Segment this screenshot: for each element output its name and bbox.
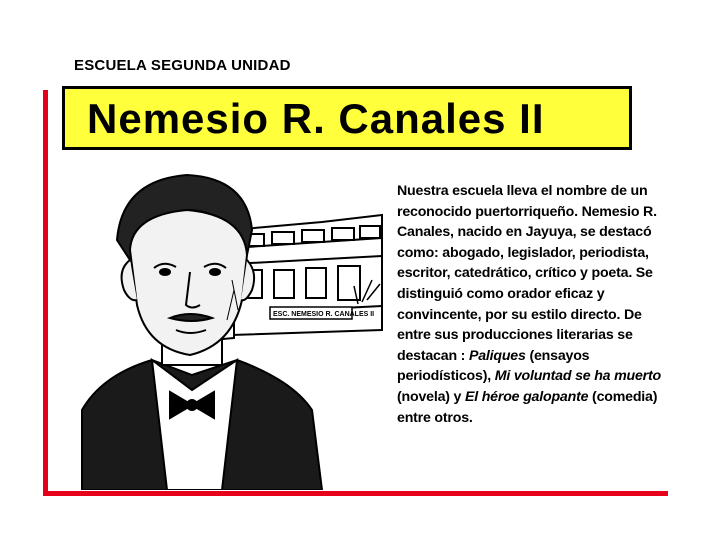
bio-intro: Nuestra escuela lleva el nombre de un reconocido puertorriqueño. Nemesio R. Canales, nacido en Jayuya, se destacó como: abogado, legislador, periodista, escritor, catedrático, crítico y poeta. Se distinguió como orador eficaz y convincente, por su estilo directo. De entre sus producciones literarias se destacan : — [397, 183, 657, 364]
work-desc-2: (novela) y — [397, 388, 465, 405]
work-title-heroe-galopante: El héroe galopante — [464, 388, 589, 405]
portrait-illustration — [62, 160, 392, 490]
work-title-paliques: Paliques — [468, 347, 526, 364]
school-label: ESCUELA SEGUNDA UNIDAD — [74, 57, 291, 74]
work-desc-1: (ensayos periodísticos), — [397, 347, 590, 385]
red-horizontal-rule — [43, 491, 668, 496]
work-title-mi-voluntad: Mi voluntad se ha muerto — [494, 368, 661, 385]
biography-text — [397, 181, 677, 428]
building-sign-text: ESC. NEMESIO R. CANALES II — [273, 311, 375, 318]
red-vertical-rule — [43, 90, 48, 496]
title-banner — [62, 86, 632, 150]
work-desc-3: (comedia) entre otros. — [397, 388, 658, 426]
page-title: Nemesio R. Canales II — [87, 95, 545, 142]
